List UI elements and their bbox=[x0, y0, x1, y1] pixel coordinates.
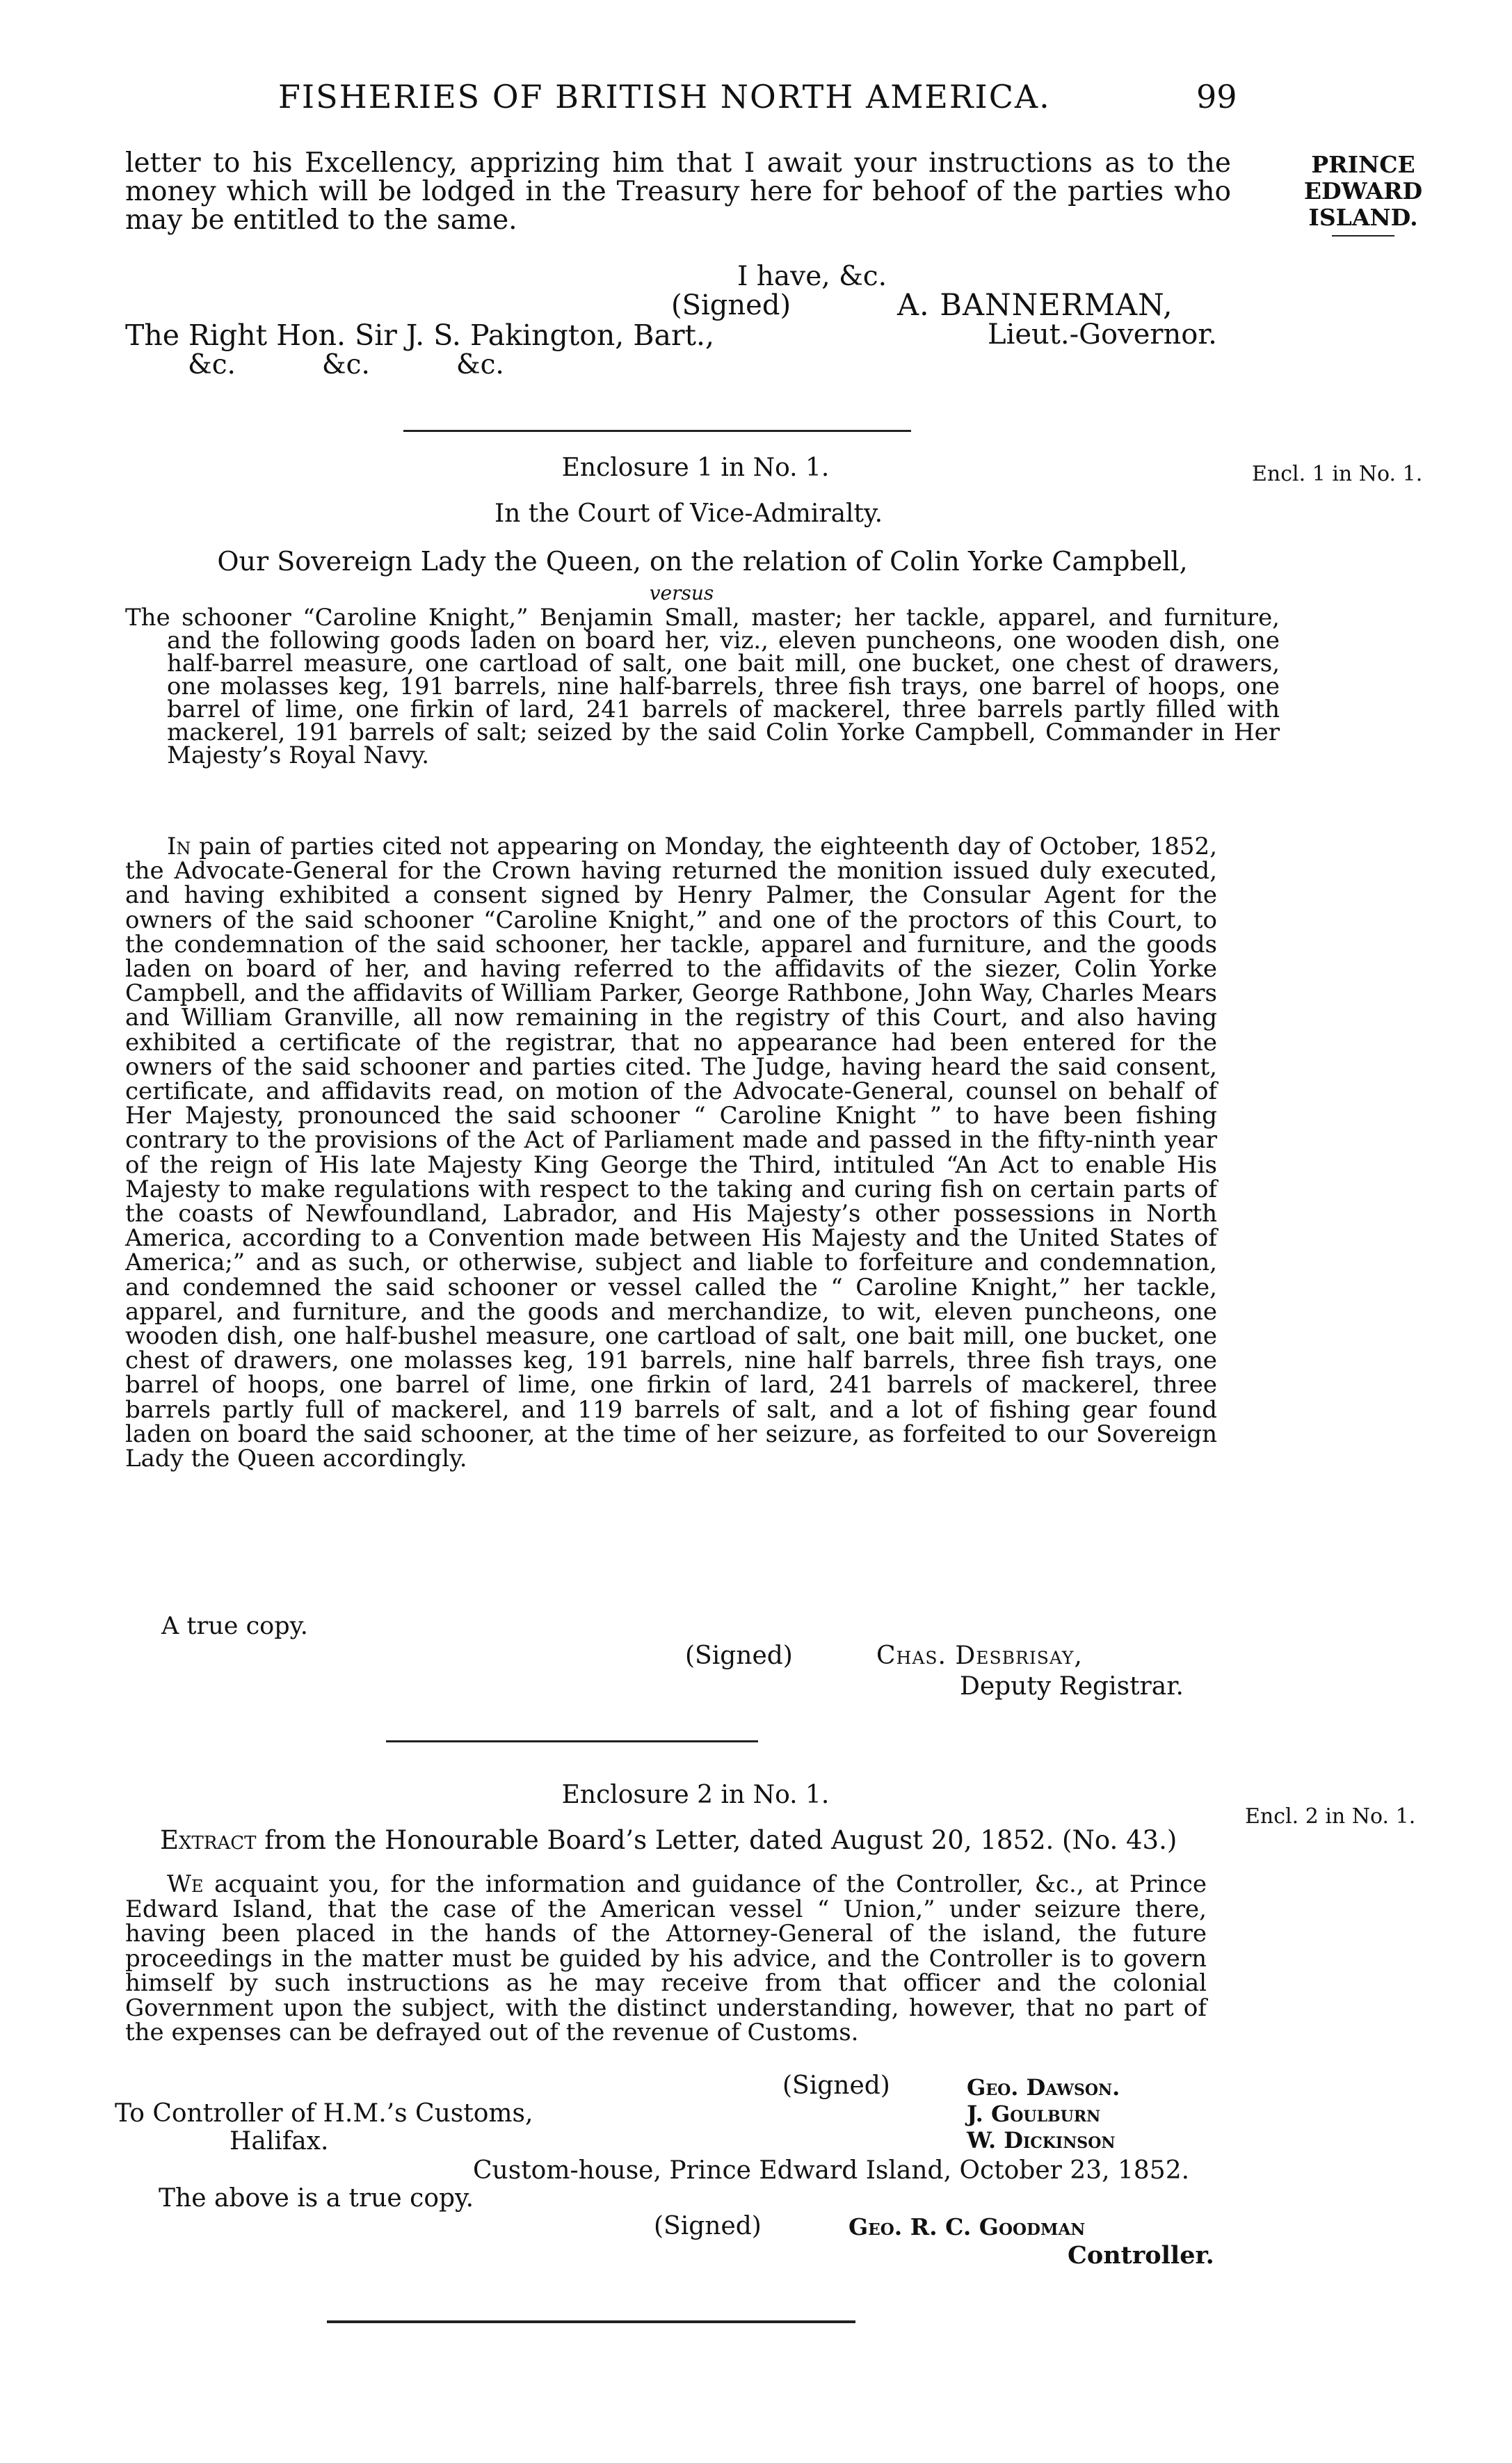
enclosure1-signed-label: (Signed) bbox=[685, 1642, 793, 1670]
letter-paragraph: letter to his Excellency, apprizing him that I await your instructions as to the money which will be lodged in the Treasury here for behoof of the parties who may be entitled to the same. bbox=[125, 147, 1231, 236]
extract-line bbox=[160, 1825, 1177, 1855]
judgment-text: pain of parties cited not appearing on Monday, the eighteenth day of October, 1852, the Advocate-General for the Crown having returned the monition issued duly executed, and having exhibited a consent signed by Henry Palmer, the Consular Agent for the owners of the said schooner “Caroline Knight,” and one of the proctors of this Court, to the condemnation of the said schooner, her tackle, apparel and furniture, and the goods laden on board of her, and having referred to the affidavits of the siezer, Colin Yorke Campbell, and the affidavits of William Parker, George Rathbone, John Way, Charles Mears and William Granville, all now remaining in the registry of this Court, and also having exhibited a certificate of the registrar, that no appearance had been entered for the owners of the said schooner and parties cited. The Judge, having heard the said consent, certificate, and affidavits read, on motion of the Advocate-General, counsel on behalf of Her Majesty, pronounced the said schooner “ Caroline Knight ” to have been fishing contrary to the provisions of the Act of Parliament made and passed in the fifty-ninth year of the reign of His late Majesty King George the Third, intituled “An Act to enable His Majesty to make regulations with respect to the taking and curing fish on certain parts of the coasts of Newfoundland, Labrador, and His Majesty’s other possessions in North America, according to a Convention made between His Majesty and the United States of America;” and as such, or otherwise, subject and liable to forfeiture and condemnation, and condemned the said schooner or vessel called the “ Caroline Knight,” her tackle, apparel, and furniture, and the goods and merchandize, to wit, eleven puncheons, one wooden dish, one half-bushel measure, one cartload of salt, one bait mill, one bucket, one chest of drawers, one molasses keg, 191 barrels, nine half barrels, three fish trays, one barrel of hoops, one barrel of lime, one firkin of lard, 241 barrels of mackerel, three barrels partly full of mackerel, and 119 barrels of salt, and a lot of fishing gear found laden on board the said schooner, at the time of her seizure, as forfeited to our Sovereign Lady the Queen accordingly. bbox=[125, 833, 1217, 1473]
margin-rule bbox=[1332, 235, 1394, 236]
margin-heading-line: ISLAND. bbox=[1308, 204, 1418, 231]
section-divider bbox=[386, 1740, 758, 1742]
final-signed-label: (Signed) bbox=[654, 2212, 762, 2240]
signer-name: J. Goulburn bbox=[967, 2101, 1101, 2127]
margin-heading-line: EDWARD bbox=[1303, 177, 1423, 204]
court-name: In the Court of Vice-Admiralty. bbox=[494, 499, 883, 528]
signer-name: Geo. Dawson. bbox=[967, 2074, 1120, 2101]
letter-signed-label: (Signed) bbox=[671, 289, 791, 321]
defendant-description: The schooner “Caroline Knight,” Benjamin Small, master; her tackle, apparel, and furniture, and the following goods laden on board her, viz., eleven puncheons, one wooden dish, one half-barrel measure, one cartload of salt, one bait mill, one bucket, one chest of drawers, one molasses keg, 191 barrels, nine half-barrels, three fish trays, one barrel of hoops, one barrel of lime, one firkin of lard, 241 barrels of mackerel, three barrels partly filled with mackerel, 191 barrels of salt; seized by the said Colin Yorke Campbell, Commander in Her Majesty’s Royal Navy. bbox=[125, 604, 1280, 769]
margin-heading bbox=[1259, 152, 1467, 231]
enclosure1-heading: Enclosure 1 in No. 1. bbox=[561, 454, 830, 482]
extract-text: from the Honourable Board’s Letter, dated August 20, 1852. (No. 43.) bbox=[256, 1825, 1177, 1855]
paragraph-text: acquaint you, for the information and guidance of the Controller, &c., at Prince Edward Island, that the case of the American vessel “ Union,” under seizure there, having been placed in the hands of the Attorney-General of the island, the future proceedings in the matter must be guided by his advice, and the Controller is to govern himself by such instructions as he may receive from that officer and the colonial Government upon the subject, with the distinct understanding, however, that no part of the expenses can be defrayed out of the revenue of Customs. bbox=[125, 1870, 1207, 2046]
judgment-paragraph bbox=[125, 835, 1217, 1471]
extract-lead-word: Extract bbox=[160, 1825, 257, 1855]
letter-signer: A. BANNERMAN, bbox=[897, 288, 1173, 323]
judgment-lead-word: In bbox=[167, 833, 191, 860]
section-divider bbox=[403, 430, 911, 432]
letter-signer-title: Lieut.-Governor. bbox=[988, 319, 1217, 351]
margin-heading-line: PRINCE bbox=[1311, 151, 1415, 178]
final-signer: Geo. R. C. Goodman bbox=[849, 2213, 1086, 2240]
page-number: 99 bbox=[1196, 78, 1237, 115]
enclosure2-paragraph bbox=[125, 1872, 1207, 2046]
running-header-title: FISHERIES OF BRITISH NORTH AMERICA. bbox=[278, 78, 1051, 115]
letter-closing: I have, &c. bbox=[737, 261, 887, 292]
signer-name: W. Dickinson bbox=[967, 2127, 1116, 2153]
true-copy-note: The above is a true copy. bbox=[159, 2184, 474, 2213]
recipient-line: To Controller of H.M.’s Customs, bbox=[115, 2099, 533, 2128]
enclosure2-signed-label: (Signed) bbox=[782, 2071, 890, 2100]
recipient-place: Halifax. bbox=[230, 2127, 329, 2156]
closing-rule bbox=[327, 2320, 855, 2323]
case-parties: Our Sovereign Lady the Queen, on the relation of Colin Yorke Campbell, bbox=[217, 546, 1188, 577]
enclosure2-signers bbox=[967, 2074, 1120, 2153]
enclosure1-signer: Chas. Desbrisay, bbox=[876, 1642, 1083, 1670]
final-signer-title: Controller. bbox=[1068, 2241, 1214, 2270]
versus-label: versus bbox=[649, 581, 714, 604]
enclosure1-signer-title: Deputy Registrar. bbox=[960, 1672, 1184, 1701]
paragraph-lead-word: We bbox=[167, 1870, 204, 1898]
enclosure2-margin-note: Encl. 2 in No. 1. bbox=[1245, 1804, 1416, 1829]
true-copy-note: A true copy. bbox=[161, 1612, 308, 1640]
custom-house-dateline: Custom-house, Prince Edward Island, October 23, 1852. bbox=[473, 2156, 1190, 2185]
enclosure2-heading: Enclosure 2 in No. 1. bbox=[561, 1781, 830, 1809]
letter-addressee: The Right Hon. Sir J. S. Pakington, Bart., bbox=[125, 319, 715, 352]
letter-etc: &c. &c. &c. bbox=[188, 349, 504, 380]
enclosure1-margin-note: Encl. 1 in No. 1. bbox=[1252, 462, 1423, 486]
